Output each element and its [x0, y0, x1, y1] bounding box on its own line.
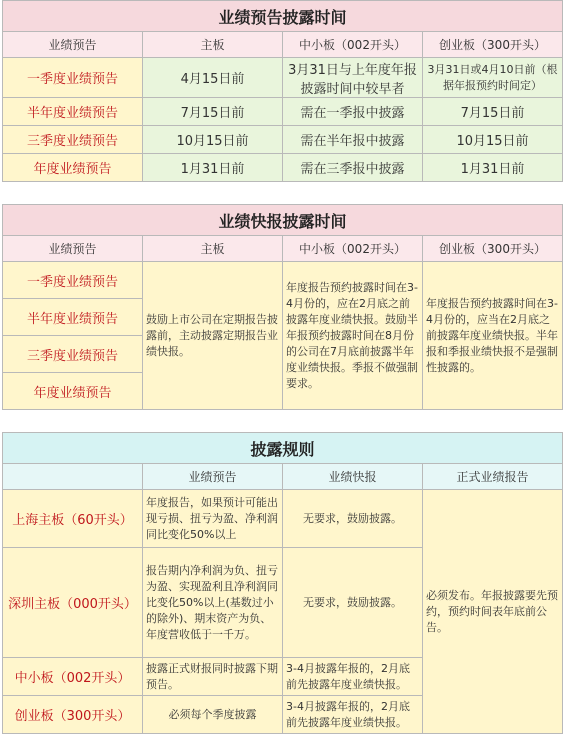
row-label: 半年度业绩预告: [3, 98, 143, 126]
gem-board-cell: 年度报告预约披露时间在3-4月份的，应当在2月底之前披露年度业绩快报。半年报和季报业绩快报不是强制性披露的。: [423, 262, 563, 410]
table-row: [3, 98, 563, 126]
row-label: 半年度业绩预告: [3, 299, 143, 336]
table-row: [3, 262, 563, 299]
row-label: 年度业绩预告: [3, 373, 143, 410]
express-cell: 3-4月披露年报的，2月底前先披露年度业绩快报。: [283, 658, 423, 696]
header-cell: 业绩快报: [283, 464, 423, 490]
express-cell: 无要求，鼓励披露。: [283, 548, 423, 658]
sme-board-cell: 需在三季报中披露: [283, 154, 423, 182]
row-label: 中小板（002开头）: [3, 658, 143, 696]
express-time-table: [2, 204, 563, 410]
header-cell: 主板: [143, 32, 283, 58]
row-label: 三季度业绩预告: [3, 126, 143, 154]
main-board-cell: 4月15日前: [143, 58, 283, 98]
main-board-cell: 1月31日前: [143, 154, 283, 182]
main-board-cell: 7月15日前: [143, 98, 283, 126]
gem-board-cell: 1月31日前: [423, 154, 563, 182]
gem-board-cell: 7月15日前: [423, 98, 563, 126]
header-cell: 正式业绩报告: [423, 464, 563, 490]
row-label: 年度业绩预告: [3, 154, 143, 182]
row-label: 深圳主板（000开头）: [3, 548, 143, 658]
gem-board-cell: 3月31日或4月10日前（根据年报预约时间定）: [423, 58, 563, 98]
sme-board-cell: 3月31日与上年度年报披露时间中较早者: [283, 58, 423, 98]
header-cell: 中小板（002开头）: [283, 32, 423, 58]
header-cell: 业绩预告: [143, 464, 283, 490]
disclosure-rules-table: [2, 432, 563, 734]
section2-title: 业绩快报披露时间: [3, 205, 563, 236]
header-cell: 中小板（002开头）: [283, 236, 423, 262]
row-label: 创业板（300开头）: [3, 696, 143, 734]
forecast-cell: 年度报告，如果预计可能出现亏损、扭亏为盈、净利润同比变化50%以上: [143, 490, 283, 548]
table-row: [3, 58, 563, 98]
disclosure-time-table: [2, 0, 563, 182]
main-board-cell: 鼓励上市公司在定期报告披露前，主动披露定期报告业绩快报。: [143, 262, 283, 410]
header-cell: 主板: [143, 236, 283, 262]
sme-board-cell: 需在一季报中披露: [283, 98, 423, 126]
header-cell: 业绩预告: [3, 236, 143, 262]
express-cell: 3-4月披露年报的，2月底前先披露年度业绩快报。: [283, 696, 423, 734]
gem-board-cell: 10月15日前: [423, 126, 563, 154]
section-divider: [0, 410, 564, 432]
header-cell: 业绩预告: [3, 32, 143, 58]
main-board-cell: 10月15日前: [143, 126, 283, 154]
section3-title: 披露规则: [3, 433, 563, 464]
formal-report-cell: 必须发布。年报披露要先预约，预约时间表年底前公告。: [423, 490, 563, 734]
table-row: [3, 126, 563, 154]
header-cell: [3, 464, 143, 490]
section1-title: 业绩预告披露时间: [3, 1, 563, 32]
forecast-cell: 披露正式财报同时披露下期预告。: [143, 658, 283, 696]
row-label: 上海主板（60开头）: [3, 490, 143, 548]
header-cell: 创业板（300开头）: [423, 236, 563, 262]
table-row: [3, 490, 563, 548]
section-divider: [0, 182, 564, 204]
row-label: 一季度业绩预告: [3, 58, 143, 98]
sme-board-cell: 年度报告预约披露时间在3-4月份的，应在2月底之前披露年度业绩快报。鼓励半年报预约披露时间在8月份的公司在7月底前披露半年度业绩快报。季报不做强制要求。: [283, 262, 423, 410]
row-label: 一季度业绩预告: [3, 262, 143, 299]
forecast-cell: 必须每个季度披露: [143, 696, 283, 734]
table-row: [3, 154, 563, 182]
forecast-cell: 报告期内净利润为负、扭亏为盈、实现盈利且净利润同比变化50%以上(基数过小的除外)、期末资产为负、年度营收低于一千万。: [143, 548, 283, 658]
sme-board-cell: 需在半年报中披露: [283, 126, 423, 154]
row-label: 三季度业绩预告: [3, 336, 143, 373]
express-cell: 无要求，鼓励披露。: [283, 490, 423, 548]
header-cell: 创业板（300开头）: [423, 32, 563, 58]
